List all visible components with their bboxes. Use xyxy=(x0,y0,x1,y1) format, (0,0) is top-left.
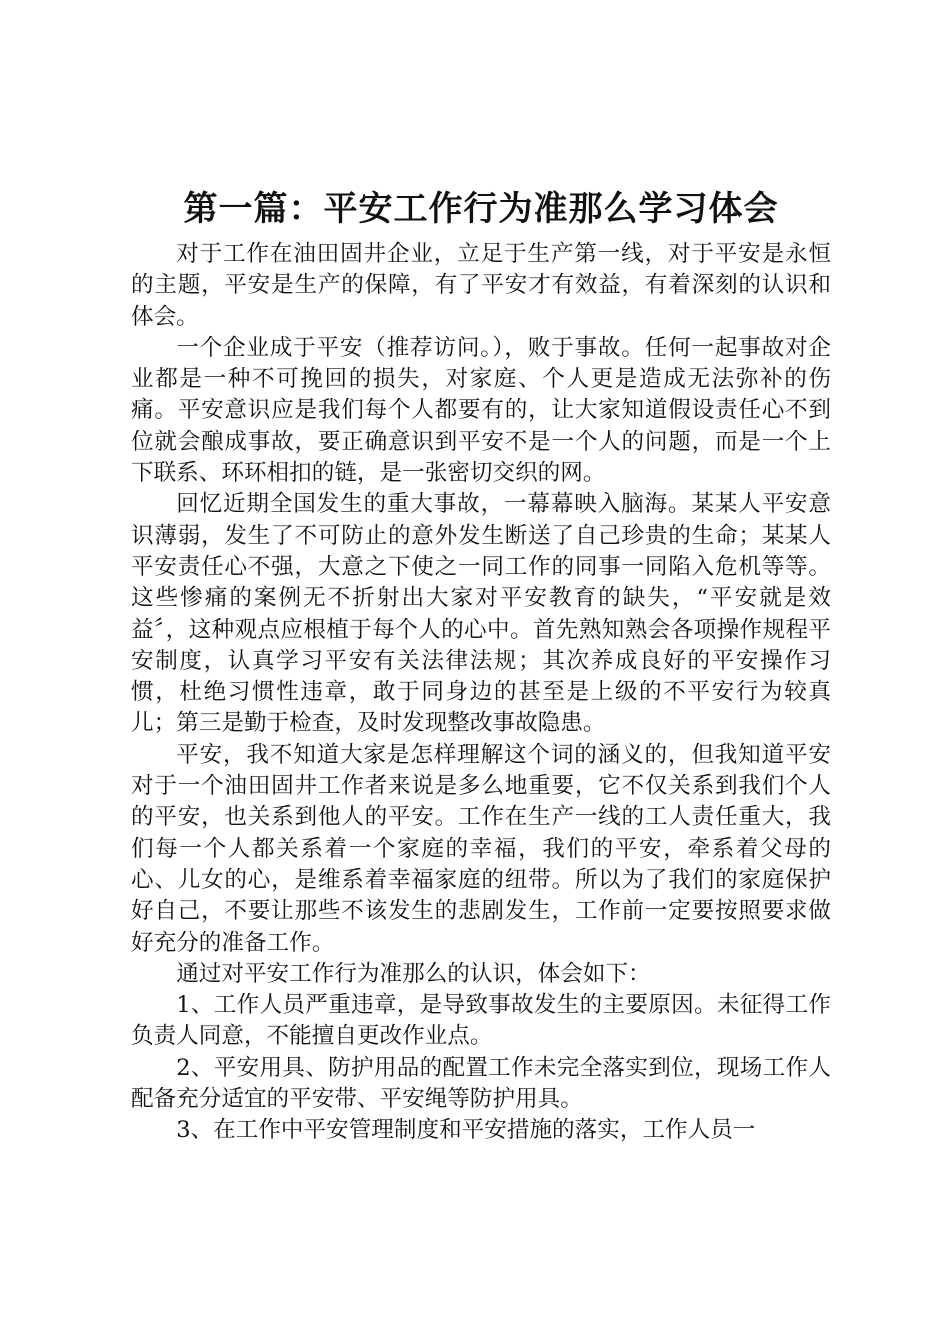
document-body xyxy=(131,239,831,1147)
list-item-3: 3、在工作中平安管理制度和平安措施的落实，工作人员一 xyxy=(176,1117,756,1144)
paragraph-recent-accidents: 回忆近期全国发生的重大事故，一幕幕映入脑海。某某人平安意识薄弱，发生了不可防止的意外发生断送了自己珍贵的生命；某某人平安责任心不强，大意之下使之一同工作的同事一同陷入危机等等。这些惨痛的案例无不折射出大家对平安教育的缺失，“平安就是效益〞，这种观点应根植于每个人的心中。首先熟知熟会各项操作规程平安制度，认真学习平安有关法律法规；其次养成良好的平安操作习惯，杜绝习惯性违章，敢于同身边的甚至是上级的不平安行为较真儿；第三是勤于检查，及时发现整改事故隐患。 xyxy=(131,491,831,737)
paragraph-enterprise-safety: 一个企业成于平安（推荐访问。），败于事故。任何一起事故对企业都是一种不可挽回的损失，对家庭、个人更是造成无法弥补的伤痛。平安意识应是我们每个人都要有的，让大家知道假设责任心不到位就会酿成事故，要正确意识到平安不是一个人的问题，而是一个上下联系、环环相扣的链，是一张密切交织的网。 xyxy=(131,334,831,487)
document-page xyxy=(131,183,831,1147)
document-title: 第一篇：平安工作行为准那么学习体会 xyxy=(183,189,779,229)
paragraph-meaning-of-safety: 平安，我不知道大家是怎样理解这个词的涵义的，但我知道平安对于一个油田固井工作者来说是多么地重要，它不仅关系到我们个人的平安，也关系到他人的平安。工作在生产一线的工人责任重大，我们每一个人都关系着一个家庭的幸福，我们的平安，牵系着父母的心、儿女的心，是维系着幸福家庭的纽带。所以为了我们的家庭保护好自己，不要让那些不该发生的悲剧发生，工作前一定要按照要求做好充分的准备工作。 xyxy=(131,741,831,956)
list-item-2: 2、平安用具、防护用品的配置工作未完全落实到位，现场工作人配备充分适宜的平安带、平安绳等防护用具。 xyxy=(131,1054,831,1113)
paragraph-intro: 对于工作在油田固井企业，立足于生产第一线，对于平安是永恒的主题，平安是生产的保障，有了平安才有效益，有着深刻的认识和体会。 xyxy=(131,241,831,330)
list-item-1: 1、工作人员严重违章，是导致事故发生的主要原因。未征得工作负责人同意，不能擅自更改作业点。 xyxy=(131,992,831,1050)
paragraph-insights-intro: 通过对平安工作行为准那么的认识，体会如下： xyxy=(176,960,651,987)
